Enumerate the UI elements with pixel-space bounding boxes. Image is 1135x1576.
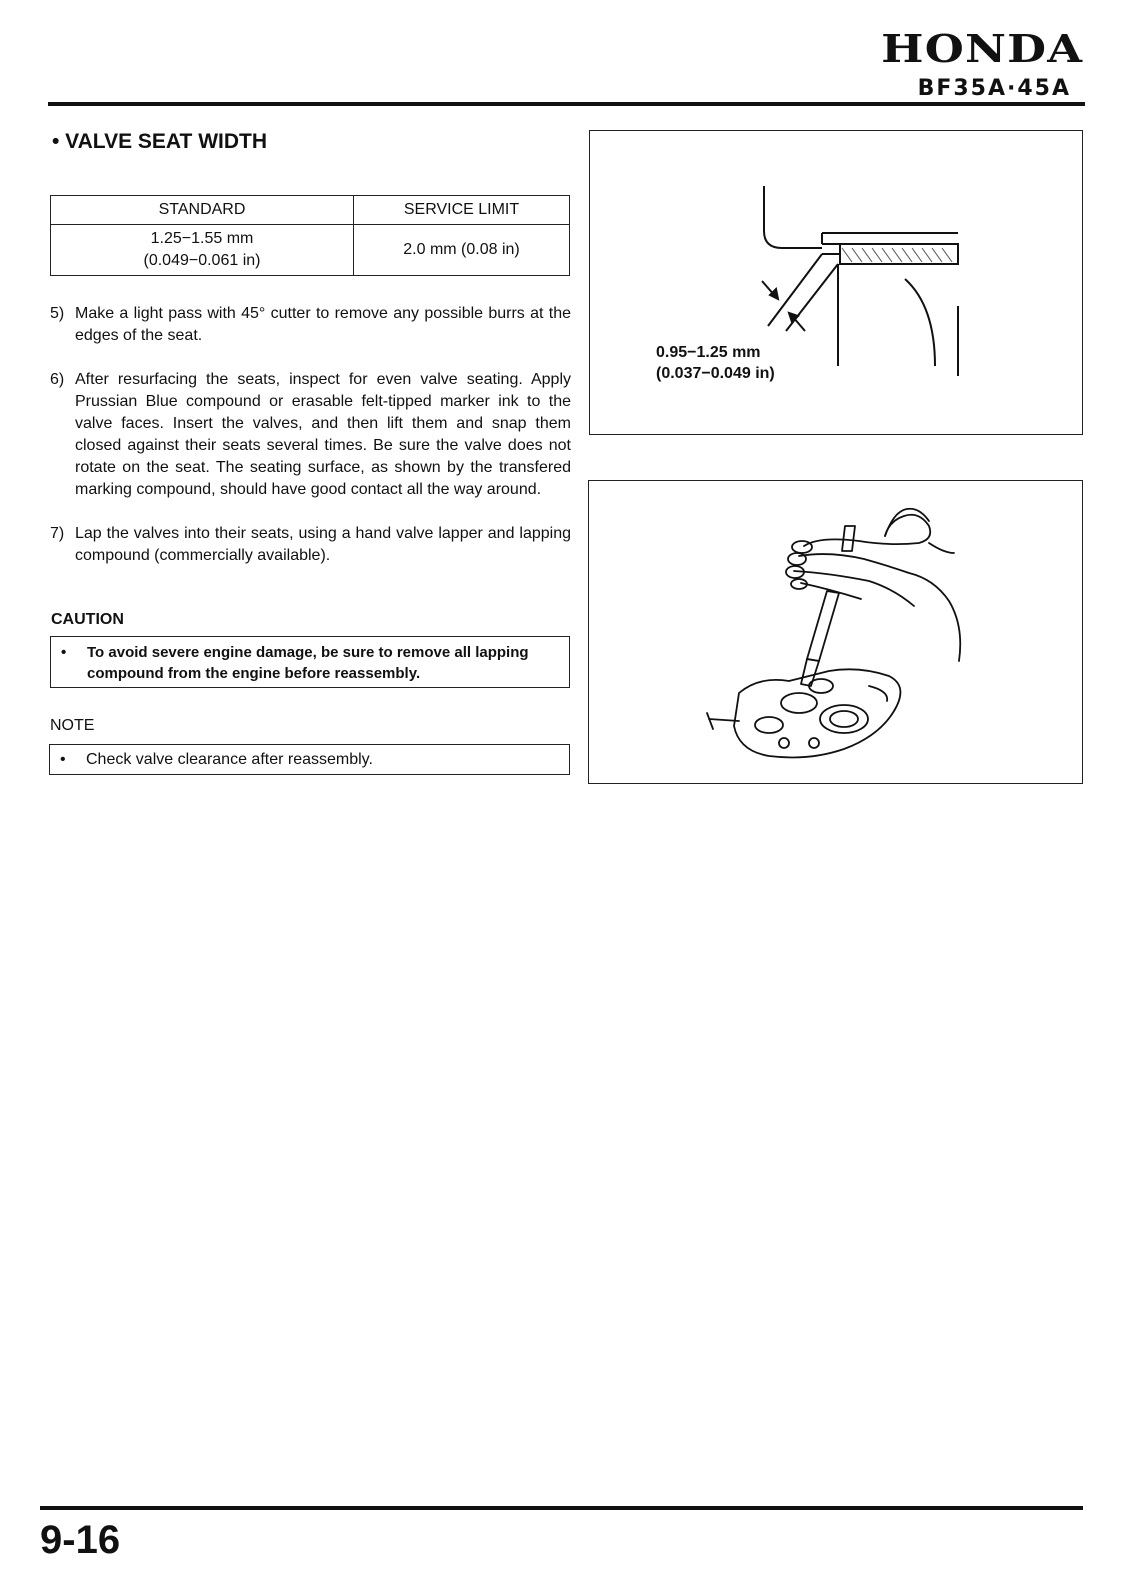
step-number: 7) [50, 525, 65, 542]
spec-table [50, 195, 570, 276]
caution-label: CAUTION [51, 611, 124, 628]
table-row [51, 225, 570, 276]
caution-text: To avoid severe engine damage, be sure to remove all lapping compound from the engine before reassembly. [87, 644, 529, 682]
step-7 [50, 523, 571, 567]
footer-rule [40, 1506, 1083, 1510]
section-title: • VALVE SEAT WIDTH [52, 130, 268, 153]
note-text: Check valve clearance after reassembly. [86, 751, 373, 768]
standard-value-in: (0.049−0.061 in) [143, 252, 261, 269]
note-box [49, 744, 570, 775]
service-limit-value: 2.0 mm (0.08 in) [354, 225, 570, 276]
caution-box [50, 636, 570, 688]
model-name: BF35A·45A [917, 76, 1071, 101]
valve-seat-drawing [590, 131, 1082, 434]
procedure-steps [50, 303, 571, 589]
step-5 [50, 303, 571, 347]
page-number: 9-16 [40, 1518, 121, 1562]
step-text: Make a light pass with 45° cutter to remove any possible burrs at the edges of the seat. [75, 305, 571, 344]
note-item [50, 745, 569, 774]
step-text: After resurfacing the seats, inspect for even valve seating. Apply Prussian Blue compound or erasable felt-tipped marker ink to the valve faces. Insert the valves, and then lift them and snap them closed against their seats several times. Be sure the valve does not rotate on the seat. The seating surface, as shown by the transfered marking compound, should have good contact all the way around. [75, 371, 571, 498]
seat-width-dimension [656, 342, 775, 384]
bullet-icon: • [61, 644, 67, 661]
bullet-icon: • [60, 751, 66, 768]
step-number: 5) [50, 305, 65, 322]
valve-lapping-illustration [588, 480, 1083, 784]
standard-value-cell [51, 225, 354, 276]
step-6 [50, 369, 571, 501]
dimension-in: (0.037−0.049 in) [656, 365, 775, 382]
table-header-row [51, 196, 570, 225]
standard-value-mm: 1.25−1.55 mm [150, 230, 254, 247]
valve-seat-diagram [589, 130, 1083, 435]
dimension-mm: 0.95−1.25 mm [656, 344, 761, 361]
step-text: Lap the valves into their seats, using a hand valve lapper and lapping compound (commercially available). [75, 525, 571, 564]
brand-logo: HONDA [880, 26, 1083, 71]
header-rule [48, 102, 1085, 106]
header-standard: STANDARD [51, 196, 354, 225]
step-number: 6) [50, 371, 65, 388]
header-service-limit: SERVICE LIMIT [354, 196, 570, 225]
note-label: NOTE [50, 717, 95, 734]
hand-lapper-drawing [589, 481, 1082, 783]
caution-item [51, 637, 569, 684]
